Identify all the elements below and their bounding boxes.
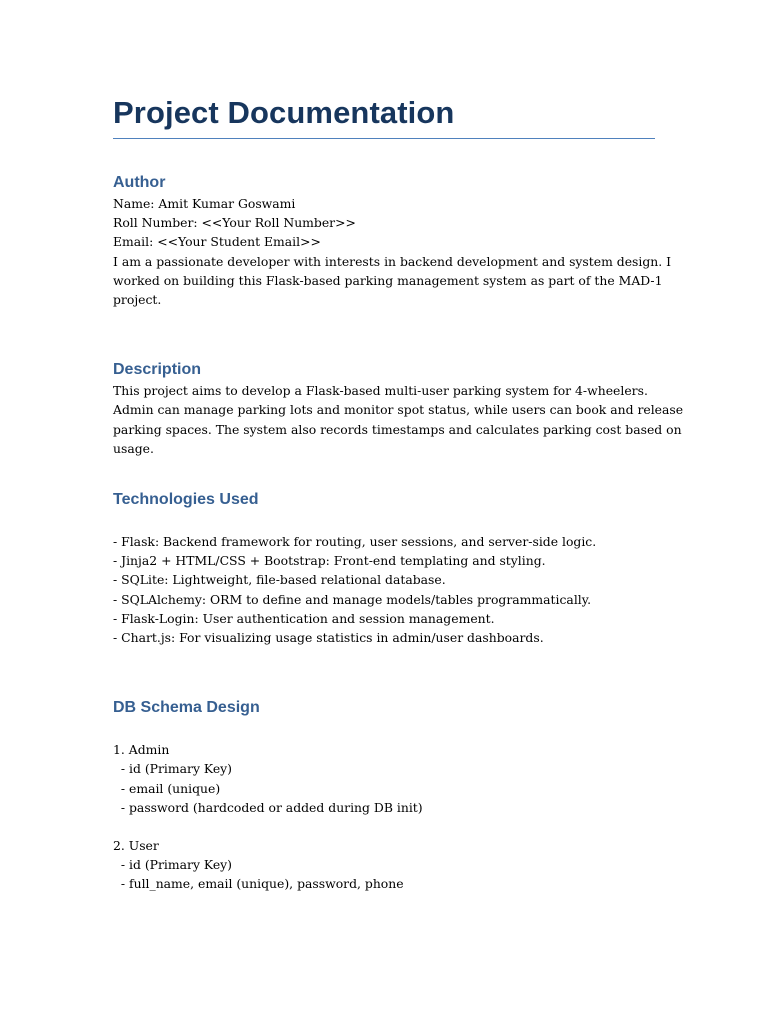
- technologies-heading: Technologies Used: [113, 491, 259, 509]
- schema-field: - id (Primary Key): [113, 857, 232, 873]
- author-name: Name: Amit Kumar Goswami: [113, 196, 296, 211]
- author-bio-line: project.: [113, 292, 162, 308]
- admin-table-title: 1. Admin: [113, 742, 170, 758]
- technology-item: - Flask-Login: User authentication and session management.: [113, 610, 495, 626]
- document-content: [113, 92, 684, 894]
- schema-field: - id (Primary Key): [113, 761, 232, 777]
- description-line: parking spaces. The system also records timestamps and calculates parking cost based on: [113, 421, 682, 437]
- user-table-title: 2. User: [113, 838, 159, 854]
- author-email: Email: <<Your Student Email>>: [113, 234, 321, 250]
- user-table-schema: [113, 836, 655, 894]
- technology-item: - Flask: Backend framework for routing, user sessions, and server-side logic.: [113, 534, 597, 550]
- technologies-section: [113, 490, 655, 647]
- description-line: This project aims to develop a Flask-based multi-user parking system for 4-wheelers.: [113, 383, 648, 399]
- schema-field: - password (hardcoded or added during DB init): [113, 799, 423, 815]
- author-heading: Author: [113, 174, 166, 191]
- description-text: [113, 381, 684, 458]
- db-schema-heading: DB Schema Design: [113, 699, 260, 717]
- technology-item: - SQLite: Lightweight, file-based relational database.: [113, 572, 446, 588]
- author-section: [113, 173, 672, 309]
- technology-item: - Chart.js: For visualizing usage statistics in admin/user dashboards.: [113, 630, 544, 646]
- description-line: Admin can manage parking lots and monitor spot status, while users can book and release: [113, 402, 684, 418]
- db-schema-section: [113, 698, 655, 893]
- technology-item: - SQLAlchemy: ORM to define and manage models/tables programmatically.: [113, 591, 592, 607]
- technology-item: - Jinja2 + HTML/CSS + Bootstrap: Front-end templating and styling.: [113, 553, 546, 569]
- schema-field: - email (unique): [113, 780, 221, 796]
- author-roll-number: Roll Number: <<Your Roll Number>>: [113, 215, 356, 231]
- author-bio: [113, 252, 672, 310]
- description-section: [113, 360, 684, 458]
- description-heading: Description: [113, 361, 202, 379]
- technologies-list: [113, 532, 655, 647]
- schema-field: - full_name, email (unique), password, phone: [113, 876, 404, 892]
- admin-table-schema: [113, 740, 655, 817]
- description-line: usage.: [113, 440, 154, 456]
- author-bio-line: worked on building this Flask-based parking management system as part of the MAD-1: [113, 272, 663, 288]
- author-bio-line: I am a passionate developer with interests in backend development and system design. I: [113, 253, 672, 269]
- page-title: Project Documentation: [113, 92, 655, 139]
